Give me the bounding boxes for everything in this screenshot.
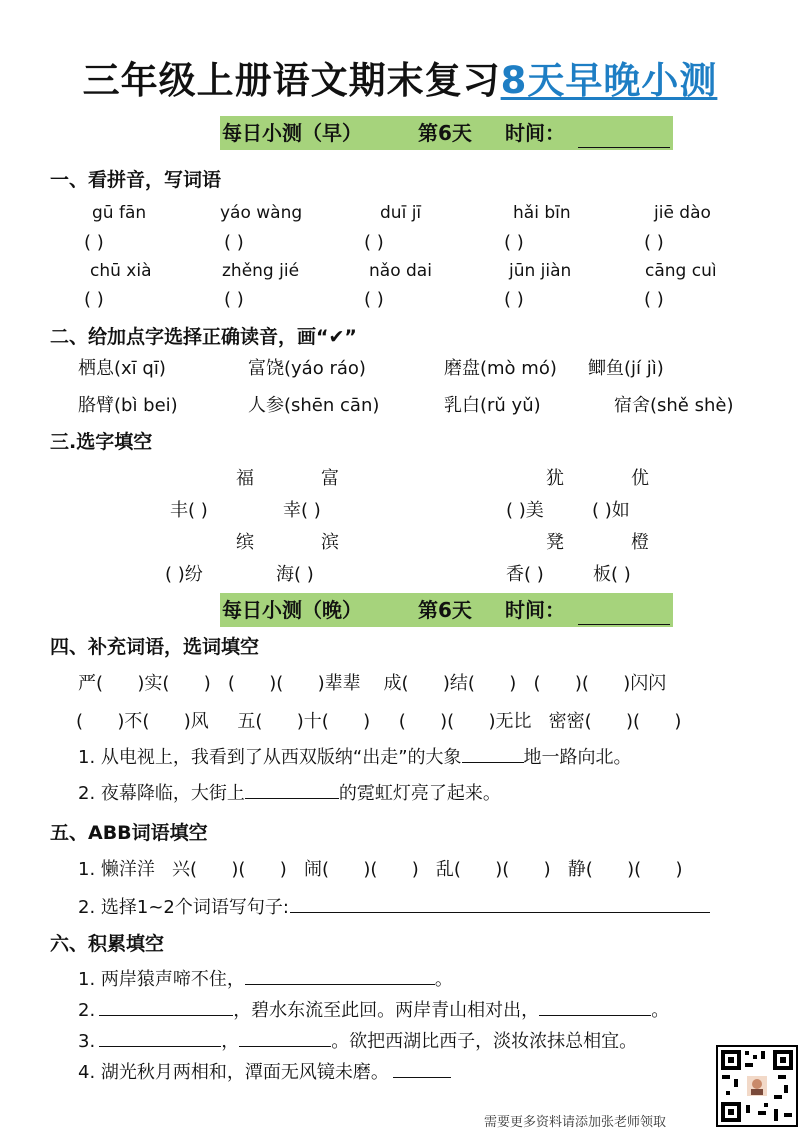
answer-paren[interactable]: ( ) [224, 232, 244, 253]
answer-paren[interactable]: ( ) [504, 232, 524, 253]
reading-choice[interactable]: 人参(shēn cān) [248, 395, 380, 416]
choice-char: 橙 [631, 532, 649, 553]
answer-paren[interactable]: ( ) [364, 232, 384, 253]
fill-blank[interactable]: 幸( ) [283, 500, 321, 521]
fill-blank[interactable]: 丰( ) [170, 500, 208, 521]
sentence-question [78, 779, 501, 805]
qr-code[interactable] [716, 1045, 798, 1127]
pinyin-item: duī jī [380, 203, 422, 223]
answer-paren[interactable]: ( ) [364, 289, 384, 310]
answer-blank[interactable] [245, 983, 435, 985]
answer-blank[interactable] [462, 761, 524, 763]
morning-banner [220, 116, 673, 150]
reading-choice[interactable]: 富饶(yáo ráo) [248, 358, 366, 379]
idiom-line[interactable]: ( )不( )风 五( )十( ) ( )( )无比 密密( )( ) [76, 711, 682, 732]
pinyin-item: jiē dào [654, 203, 711, 223]
pinyin-item: jūn jiàn [509, 261, 572, 281]
question-text: 。 [651, 1000, 670, 1021]
section-5-heading: 五、ABB词语填空 [50, 822, 208, 844]
choice-char: 优 [631, 468, 649, 489]
question-text: 2. [78, 1000, 96, 1021]
pinyin-item: hǎi bīn [513, 203, 571, 223]
idiom-line[interactable]: 严( )实( ) ( )( )辈辈 成( )结( ) ( )( )闪闪 [78, 673, 667, 694]
reading-choice[interactable]: 乳白(rǔ yǔ) [444, 395, 541, 416]
fill-blank[interactable]: 海( ) [276, 564, 314, 585]
question-text: 2. 选择1~2个词语写句子: [78, 897, 289, 918]
question-text: 地一路向北。 [523, 747, 632, 768]
fill-blank[interactable]: 香( ) [506, 564, 544, 585]
question-text: 。 [434, 969, 453, 990]
pinyin-item: chū xià [90, 261, 152, 281]
answer-blank[interactable] [245, 797, 339, 799]
fill-blank[interactable]: ( )美 [506, 500, 544, 521]
question-text: 的霓虹灯亮了起来。 [338, 783, 501, 804]
answer-blank[interactable] [539, 1014, 651, 1016]
answer-blank[interactable] [99, 1045, 221, 1047]
poem-question [78, 1058, 451, 1084]
page-title [0, 50, 800, 104]
pinyin-item: zhěng jié [222, 261, 300, 281]
choice-char: 凳 [546, 532, 564, 553]
question-text: 1. 从电视上，我看到了从西双版纳“出走”的大象 [78, 747, 462, 768]
pinyin-item: gū fān [92, 203, 147, 223]
section-1-heading: 一、看拼音，写词语 [50, 169, 222, 191]
question-text: 4. 湖光秋月两相和，潭面无风镜未磨。 [78, 1062, 389, 1083]
title-highlight: 8天早晚小测 [500, 59, 718, 102]
choice-char: 犹 [546, 468, 564, 489]
section-2-heading: 二、给加点字选择正确读音，画“✔” [50, 326, 357, 348]
answer-paren[interactable]: ( ) [224, 289, 244, 310]
answer-paren[interactable]: ( ) [504, 289, 524, 310]
section-4-heading: 四、补充词语，选词填空 [50, 636, 260, 658]
question-text: ，碧水东流至此回。两岸青山相对出， [233, 1000, 540, 1021]
answer-blank[interactable] [239, 1045, 331, 1047]
fill-blank[interactable]: ( )如 [592, 500, 630, 521]
choice-char: 缤 [236, 532, 254, 553]
section-6-heading: 六、积累填空 [50, 933, 165, 955]
reading-choice[interactable]: 栖息(xī qī) [78, 358, 166, 379]
question-text: 1. 两岸猿声啼不住， [78, 969, 245, 990]
morning-banner-day: 第6天 [418, 121, 472, 145]
fill-blank[interactable]: 板( ) [593, 564, 631, 585]
evening-banner-label: 每日小测（晚） [222, 598, 362, 622]
choice-char: 富 [321, 468, 339, 489]
sentence-question [78, 743, 632, 769]
poem-question [78, 1027, 637, 1053]
pinyin-item: cāng cuì [645, 261, 717, 281]
abb-line[interactable]: 1. 懒洋洋 兴( )( ) 闹( )( ) 乱( )( ) 静( )( ) [78, 859, 683, 880]
footer-note: 需要更多资料请添加张老师领取 [484, 1115, 667, 1130]
evening-banner-time: 时间： [505, 598, 565, 622]
answer-paren[interactable]: ( ) [84, 232, 104, 253]
answer-blank[interactable] [99, 1014, 233, 1016]
question-text: 。欲把西湖比西子，淡妆浓抹总相宜。 [331, 1031, 638, 1052]
answer-paren[interactable]: ( ) [644, 232, 664, 253]
pinyin-item: yáo wàng [220, 203, 303, 223]
answer-blank[interactable] [393, 1076, 451, 1078]
answer-paren[interactable]: ( ) [84, 289, 104, 310]
reading-choice[interactable]: 鲫鱼(jí jì) [588, 358, 664, 379]
fill-blank[interactable]: ( )纷 [165, 564, 203, 585]
sentence-question [78, 893, 289, 919]
poem-question [78, 996, 669, 1022]
evening-banner [220, 593, 673, 627]
answer-line[interactable] [290, 911, 710, 913]
morning-banner-time: 时间： [505, 121, 565, 145]
morning-time-blank[interactable] [578, 146, 670, 148]
choice-char: 福 [236, 468, 254, 489]
evening-time-blank[interactable] [578, 623, 670, 625]
reading-choice[interactable]: 磨盘(mò mó) [444, 358, 557, 379]
answer-paren[interactable]: ( ) [644, 289, 664, 310]
morning-banner-label: 每日小测（早） [222, 121, 362, 145]
qr-code-icon [718, 1047, 796, 1125]
reading-choice[interactable]: 宿舍(shě shè) [614, 395, 734, 416]
question-text: 3. [78, 1031, 96, 1052]
reading-choice[interactable]: 胳臂(bì bei) [78, 395, 178, 416]
poem-question [78, 965, 453, 991]
section-3-heading: 三.选字填空 [50, 431, 153, 453]
question-text: 2. 夜幕降临，大街上 [78, 783, 245, 804]
evening-banner-day: 第6天 [418, 598, 472, 622]
pinyin-item: nǎo dai [369, 261, 432, 281]
question-text: ， [221, 1031, 240, 1052]
choice-char: 滨 [321, 532, 339, 553]
title-main: 三年级上册语文期末复习 [82, 59, 501, 102]
